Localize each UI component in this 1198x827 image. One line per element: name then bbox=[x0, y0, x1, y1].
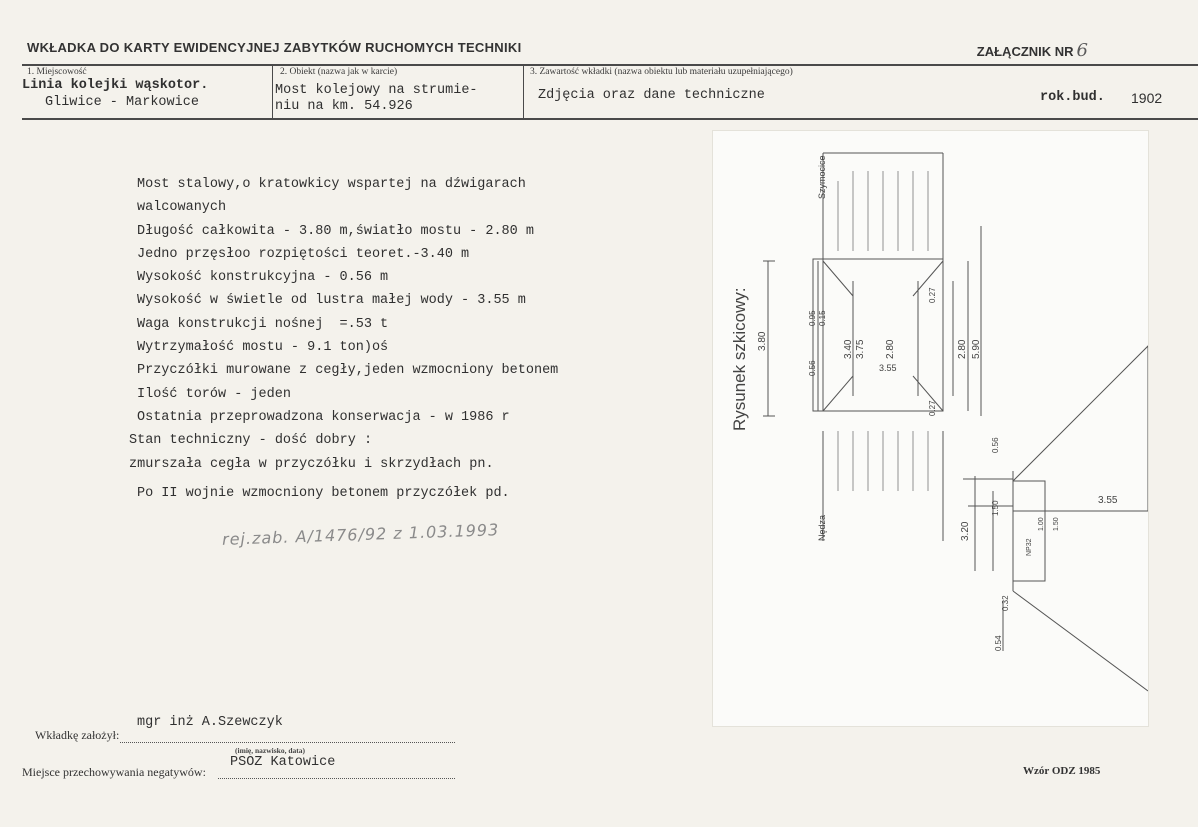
annex-number-value: 6 bbox=[1076, 40, 1088, 61]
annex-label: ZAŁĄCZNIK NR bbox=[976, 44, 1074, 59]
field-3-value: Zdjęcia oraz dane techniczne bbox=[538, 88, 765, 103]
dim-label: 1.00 bbox=[1038, 517, 1045, 531]
field-2-line-1: Most kolejowy na strumie- bbox=[275, 83, 478, 98]
description-block bbox=[129, 173, 559, 501]
dim-label: 3.80 bbox=[757, 331, 768, 351]
sketch-svg bbox=[713, 131, 1148, 726]
dim-label: 0.56 bbox=[808, 360, 817, 376]
body-line: zmurszała cegła w przyczółku i skrzydłach pn. bbox=[129, 456, 494, 472]
annex-number bbox=[977, 40, 1088, 61]
dim-label: 2.80 bbox=[885, 339, 896, 359]
dim-label: 0.27 bbox=[928, 287, 937, 303]
form-title: WKŁADKA DO KARTY EWIDENCYJNEJ ZABYTKÓW RUCHOMYCH TECHNIKI bbox=[27, 40, 522, 55]
dim-label: 0.54 bbox=[994, 635, 1003, 651]
dim-label: 0.27 bbox=[928, 400, 937, 416]
body-line: Most stalowy,o kratowkicy wspartej na dźwigarach bbox=[137, 177, 526, 192]
header-rule bbox=[22, 64, 1198, 66]
field-2-line-2: niu na km. 54.926 bbox=[275, 99, 413, 114]
author-caption: (imię, nazwisko, data) bbox=[235, 746, 305, 755]
body-line: Stan techniczny - dość dobry : bbox=[129, 433, 373, 449]
body-line: Wytrzymałość mostu - 9.1 ton)oś bbox=[137, 340, 389, 356]
storage-underline bbox=[218, 778, 455, 779]
body-line: Po II wojnie wzmocniony betonem przyczółek pd. bbox=[137, 485, 510, 501]
body-line: Wysokość w świetle od lustra małej wody - 3.55 m bbox=[137, 293, 526, 309]
dim-label: 3.75 bbox=[855, 339, 866, 359]
body-line: Długość całkowita - 3.80 m,światło mostu - 2.80 m bbox=[137, 223, 534, 239]
field-divider bbox=[523, 65, 524, 119]
body-line: walcowanych bbox=[137, 200, 227, 216]
registry-handwritten-note: rej.zab. A/1476/92 z 1.03.1993 bbox=[221, 520, 500, 549]
dim-label: 5.90 bbox=[971, 339, 982, 359]
field-1-label: 1. Miejscowość bbox=[27, 67, 87, 77]
storage-value: PSOZ Katowice bbox=[230, 755, 336, 770]
drawing-title: Rysunek szkicowy: bbox=[730, 287, 749, 431]
form-code: Wzór ODZ 1985 bbox=[1023, 765, 1101, 777]
field-row-rule bbox=[22, 118, 1198, 120]
dim-label: 0.56 bbox=[991, 437, 1000, 453]
body-line: Przyczółki murowane z cegły,jeden wzmocniony betonem bbox=[137, 363, 559, 379]
body-line: Jedno przęsłoo rozpiętości teoret.-3.40 m bbox=[137, 246, 470, 262]
author-underline bbox=[120, 742, 455, 743]
dim-label: 3.55 bbox=[1098, 495, 1118, 506]
storage-label: Miejsce przechowywania negatywów: bbox=[22, 765, 206, 779]
dim-label: NP32 bbox=[1026, 538, 1033, 556]
dim-label: 0.15 bbox=[818, 310, 827, 326]
drawing-label-south: Nędza bbox=[817, 514, 827, 541]
dim-label: 0.95 bbox=[808, 310, 817, 326]
author-value: mgr inż A.Szewczyk bbox=[137, 715, 283, 730]
field-1-line-2: Gliwice - Markowice bbox=[45, 95, 199, 110]
dim-label: 0.32 bbox=[1001, 595, 1010, 611]
body-line: Wysokość konstrukcyjna - 0.56 m bbox=[137, 270, 389, 286]
year-value: 1902 bbox=[1131, 90, 1163, 106]
field-divider bbox=[272, 65, 273, 119]
dim-label: 1.50 bbox=[1053, 517, 1060, 531]
author-label: Wkładkę założył: bbox=[35, 728, 120, 742]
field-3-label: 3. Zawartość wkładki (nazwa obiektu lub materiału uzupełniającego) bbox=[530, 67, 793, 77]
drawing-label-north: Szymocice bbox=[817, 155, 827, 199]
body-line: Waga konstrukcji nośnej =.53 t bbox=[137, 316, 389, 332]
dim-label: 3.20 bbox=[960, 521, 971, 541]
field-1-line-1: Linia kolejki wąskotor. bbox=[22, 78, 209, 93]
dim-label: 3.55 bbox=[879, 363, 897, 373]
year-label: rok.bud. bbox=[1040, 90, 1105, 105]
field-2-label: 2. Obiekt (nazwa jak w karcie) bbox=[280, 67, 398, 77]
dim-label: 3.40 bbox=[843, 339, 854, 359]
sketch-drawing bbox=[713, 131, 1148, 726]
body-line: Ostatnia przeprowadzona konserwacja - w 1986 r bbox=[137, 409, 510, 425]
dim-label: 2.80 bbox=[957, 339, 968, 359]
body-line: Ilość torów - jeden bbox=[137, 386, 291, 402]
dim-label: 1.50 bbox=[991, 500, 1000, 516]
